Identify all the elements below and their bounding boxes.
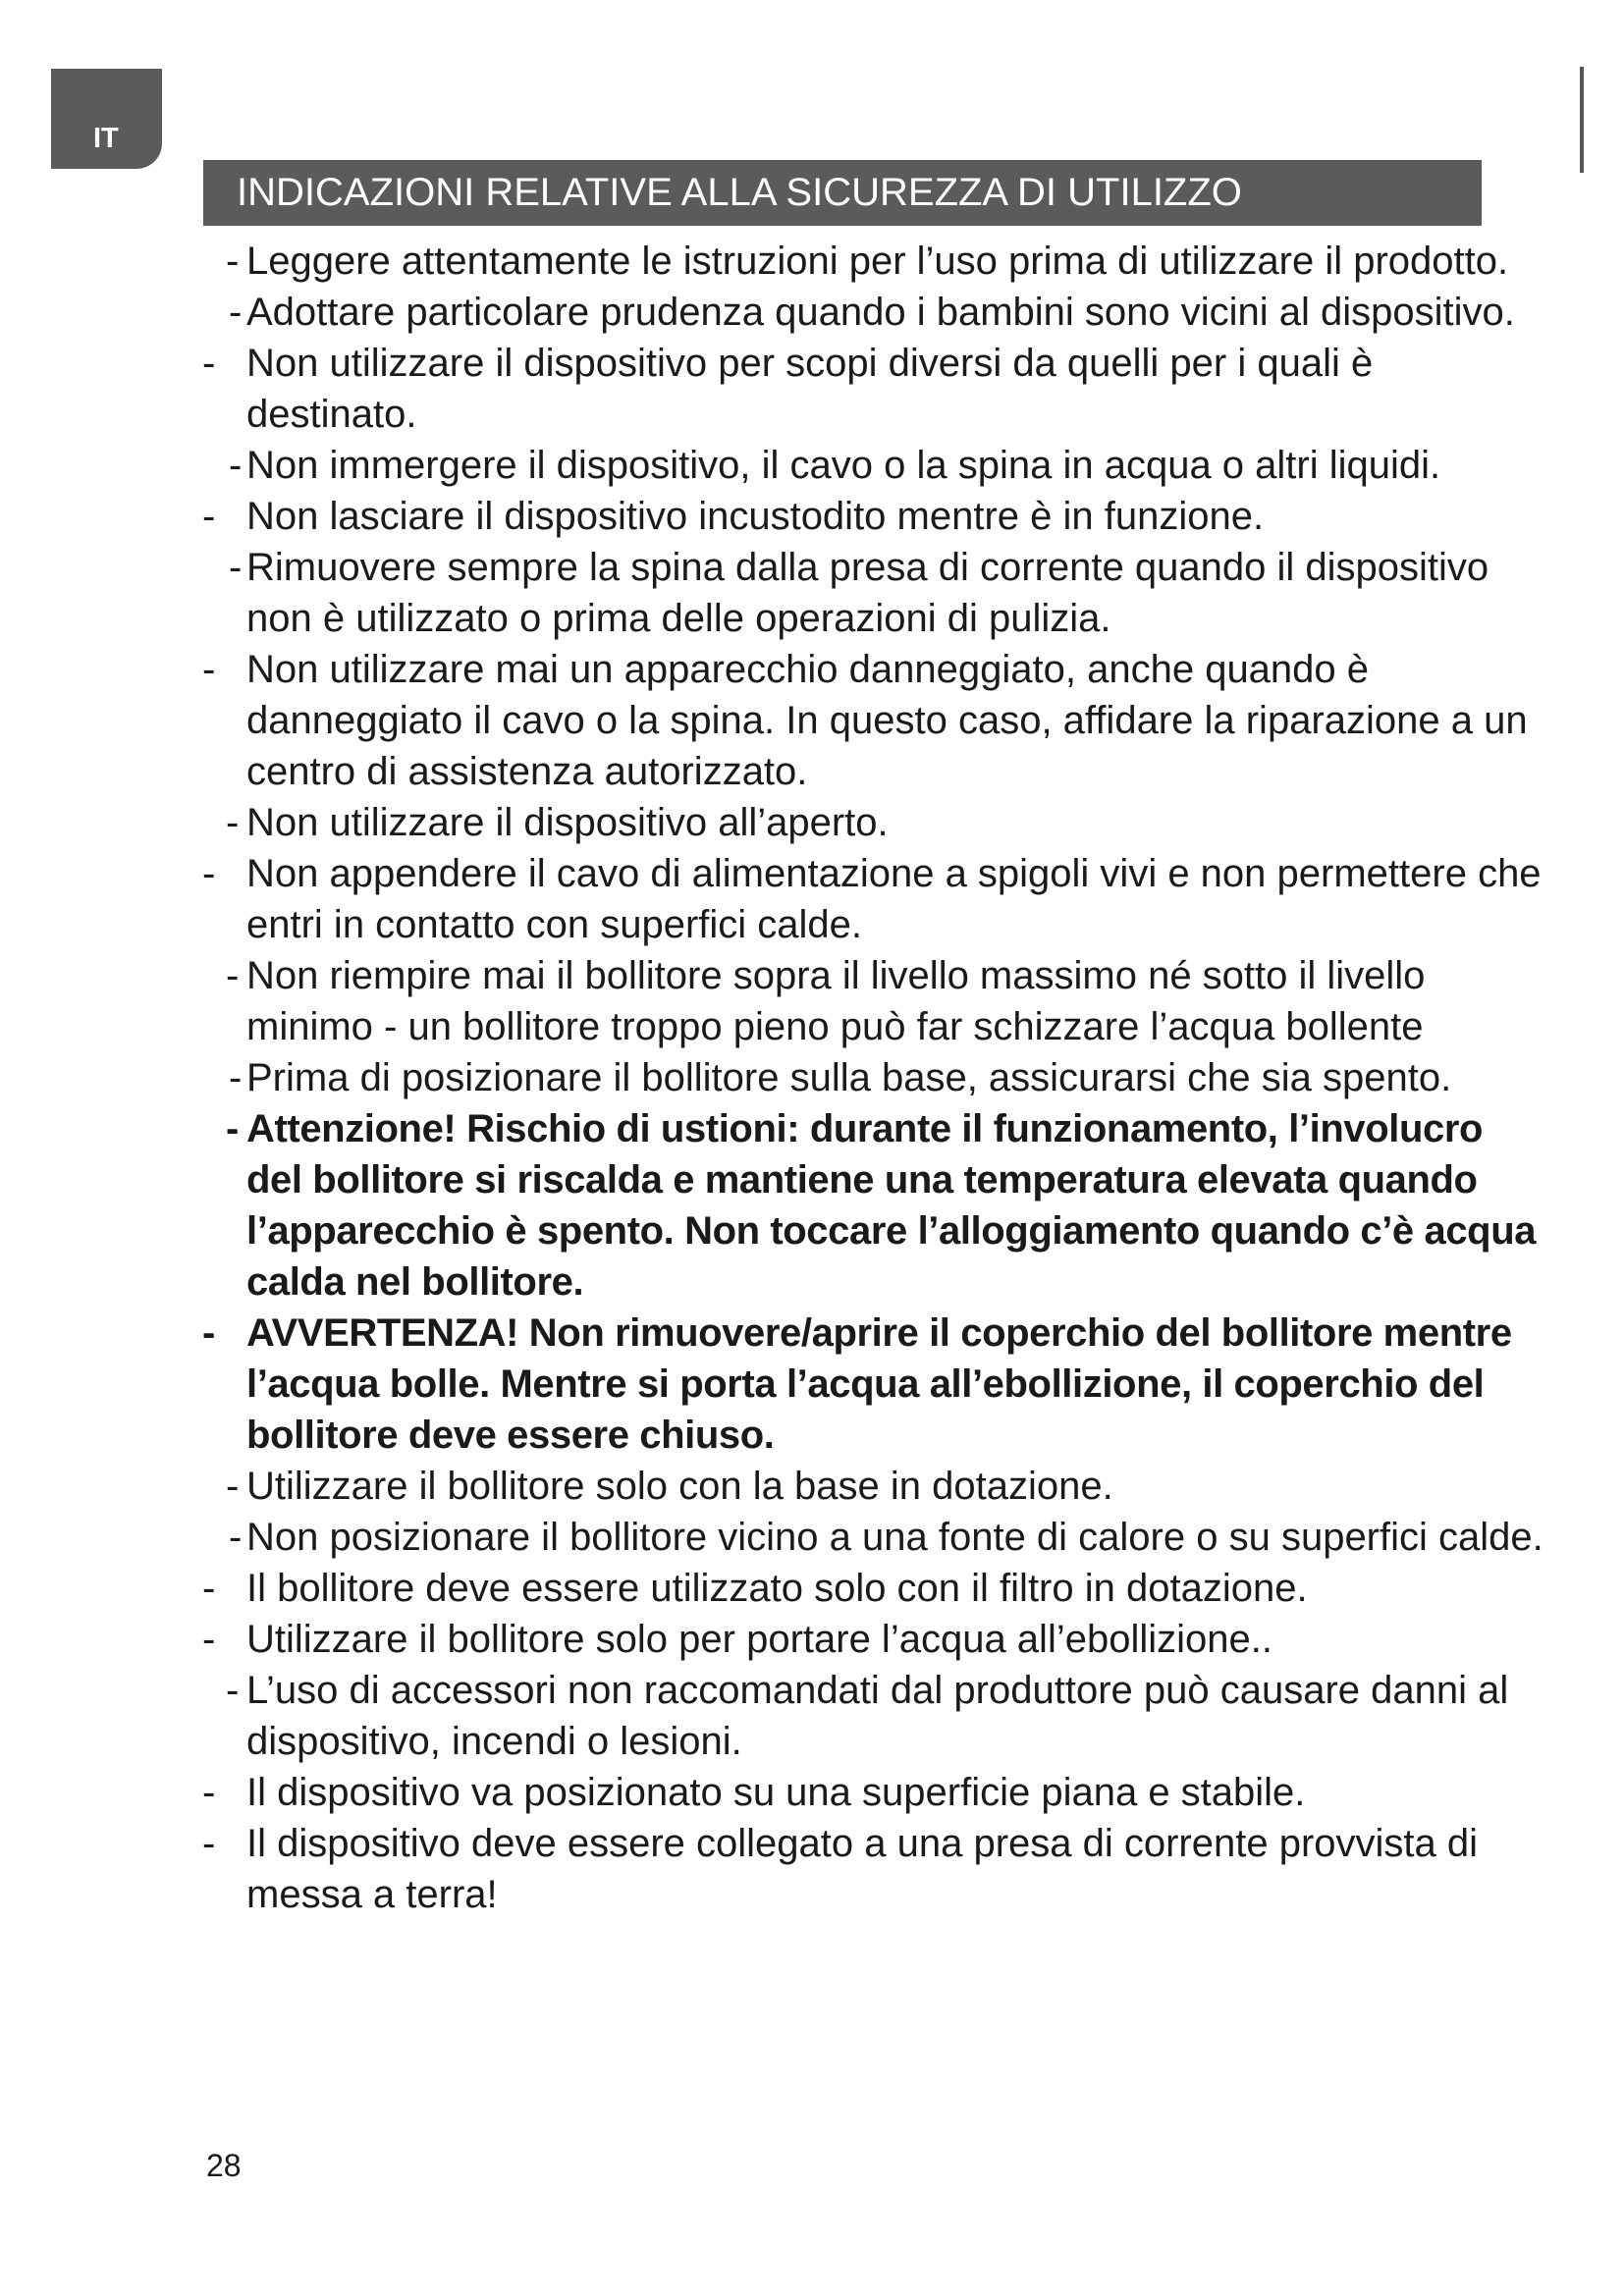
list-item (0, 644, 1624, 797)
page-number: 28 (206, 2148, 242, 2183)
item-text: Rimuovere sempre la spina dalla presa di corrente quando il dispositivo non è utilizzato o prima delle operazioni di pulizia. (246, 546, 1489, 640)
list-item (0, 338, 1624, 440)
list-item (0, 797, 1624, 848)
item-text: Non immergere il dispositivo, il cavo o la spina in acqua o altri liquidi. (246, 444, 1441, 487)
item-dash: - (226, 801, 240, 844)
list-item (0, 440, 1624, 491)
section-title: INDICAZIONI RELATIVE ALLA SICUREZZA DI UTILIZZO (203, 160, 1482, 226)
item-dash: - (202, 1771, 216, 1814)
item-dash: - (202, 1567, 216, 1610)
item-text: Non utilizzare mai un apparecchio danneggiato, anche quando è danneggiato il cavo o la spina. In questo caso, affidare la riparazione a un centro di assistenza autorizzato. (246, 648, 1528, 793)
item-dash: - (202, 852, 216, 895)
item-text: Utilizzare il bollitore solo per portare l’acqua all’ebollizione.. (246, 1618, 1272, 1661)
list-item-warning (0, 1103, 1624, 1308)
safety-list (0, 236, 1624, 1920)
item-text: Leggere attentamente le istruzioni per l’uso prima di utilizzare il prodotto. (246, 240, 1509, 283)
list-item (0, 491, 1624, 542)
item-text: Non utilizzare il dispositivo per scopi diversi da quelli per i quali è destinato. (246, 342, 1374, 436)
item-dash: - (229, 1516, 243, 1559)
item-text: Attenzione! Rischio di ustioni: durante il funzionamento, l’involucro del bollitore si riscalda e mantiene una temperatura elevata quando l’apparecchio è spento. Non toccare l’alloggiamento quando c’è acqua calda nel bollitore. (246, 1107, 1537, 1304)
item-text: Non utilizzare il dispositivo all’aperto. (246, 801, 889, 844)
item-dash: - (202, 342, 216, 385)
list-item (0, 542, 1624, 644)
list-item (0, 1512, 1624, 1563)
item-dash: - (229, 1056, 243, 1099)
item-dash: - (226, 1465, 240, 1508)
margin-rule (1580, 67, 1584, 173)
item-text: Prima di posizionare il bollitore sulla base, assicurarsi che sia spento. (246, 1056, 1452, 1099)
item-dash: - (226, 1669, 240, 1712)
list-item (0, 1818, 1624, 1920)
list-item (0, 287, 1624, 338)
item-text: Adottare particolare prudenza quando i bambini sono vicini al dispositivo. (246, 291, 1515, 334)
item-text: AVVERTENZA! Non rimuovere/aprire il coperchio del bollitore mentre l’acqua bolle. Mentre si porta l’acqua all’ebollizione, il coperchio del bollitore deve essere chiuso. (246, 1311, 1512, 1457)
list-item (0, 1563, 1624, 1614)
language-tab: IT (51, 69, 162, 169)
item-text: Il dispositivo va posizionato su una superficie piana e stabile. (246, 1771, 1306, 1814)
item-dash: - (226, 240, 240, 283)
list-item (0, 1614, 1624, 1665)
item-text: L’uso di accessori non raccomandati dal produttore può causare danni al dispositivo, incendi o lesioni. (246, 1669, 1509, 1763)
list-item (0, 236, 1624, 287)
item-text: Non lasciare il dispositivo incustodito mentre è in funzione. (246, 495, 1265, 538)
item-text: Non riempire mai il bollitore sopra il livello massimo né sotto il livello minimo - un bollitore troppo pieno può far schizzare l’acqua bollente (246, 954, 1426, 1048)
item-dash: - (229, 546, 243, 589)
list-item (0, 1665, 1624, 1767)
list-item (0, 950, 1624, 1052)
list-item-warning (0, 1308, 1624, 1461)
item-text: Non posizionare il bollitore vicino a una fonte di calore o su superfici calde. (246, 1516, 1543, 1559)
item-dash: - (229, 291, 243, 334)
item-text: Non appendere il cavo di alimentazione a spigoli vivi e non permettere che entri in contatto con superfici calde. (246, 852, 1542, 946)
item-text: Il dispositivo deve essere collegato a una presa di corrente provvista di messa a terra! (246, 1822, 1479, 1916)
item-dash: - (226, 954, 240, 997)
list-item (0, 1461, 1624, 1512)
item-dash: - (226, 1107, 239, 1150)
item-text: Utilizzare il bollitore solo con la base in dotazione. (246, 1465, 1113, 1508)
item-dash: - (202, 1311, 215, 1355)
list-item (0, 848, 1624, 950)
item-dash: - (202, 648, 216, 691)
item-dash: - (229, 444, 243, 487)
list-item (0, 1767, 1624, 1818)
item-dash: - (202, 495, 216, 538)
item-dash: - (202, 1618, 216, 1661)
item-dash: - (202, 1822, 216, 1865)
item-text: Il bollitore deve essere utilizzato solo con il filtro in dotazione. (246, 1567, 1308, 1610)
list-item (0, 1052, 1624, 1103)
